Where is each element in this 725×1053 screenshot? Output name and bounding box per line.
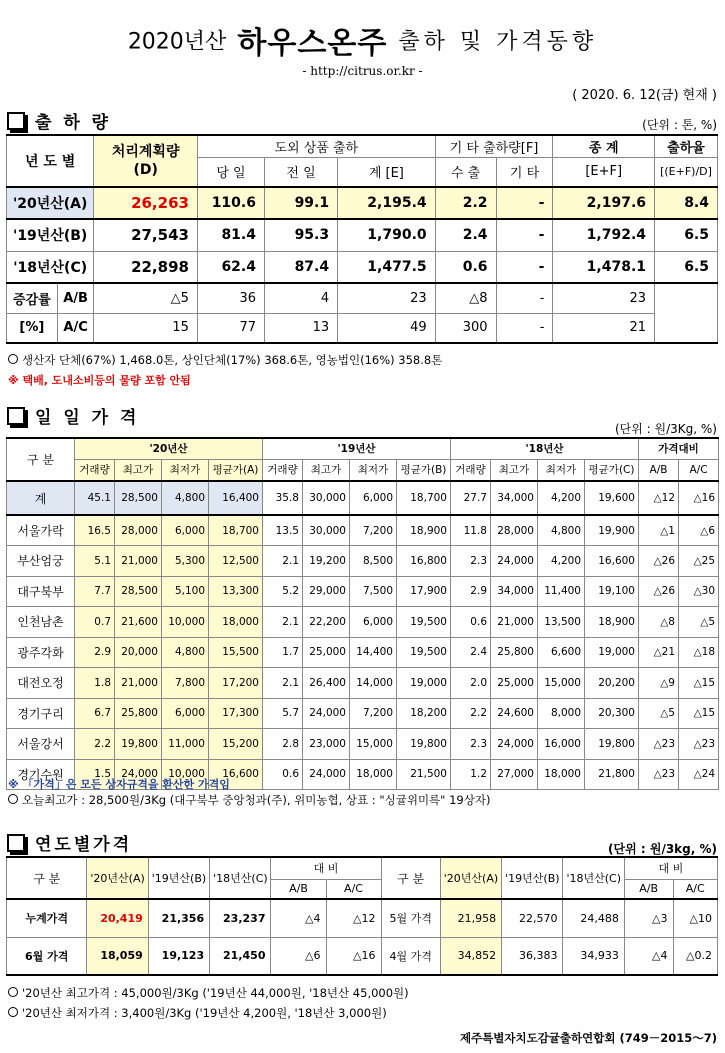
- table-cell: 18,000: [209, 607, 263, 638]
- header-etc: 기 타: [496, 157, 553, 187]
- table-cell: 7.7: [75, 576, 115, 607]
- table-cell: 24,000: [115, 759, 162, 790]
- daily-unit: (단위 : 원/3Kg, %): [614, 422, 717, 436]
- shipment-table: [6, 134, 718, 344]
- table-cell: △8: [639, 607, 679, 638]
- header-export: 수 출: [435, 157, 496, 187]
- table-cell: 5,300: [162, 546, 209, 577]
- table-cell: 24,000: [303, 759, 350, 790]
- table-cell: 28,000: [491, 515, 538, 546]
- table-cell: 28,500: [115, 481, 162, 515]
- table-cell: 15,200: [209, 729, 263, 760]
- table-cell: 16,400: [209, 481, 263, 515]
- circle-bullet-icon: [8, 987, 18, 997]
- table-cell: △5: [679, 607, 719, 638]
- table-cell: 45.1: [75, 481, 115, 515]
- table-cell: 20,000: [115, 637, 162, 668]
- header-rate: 출하율: [655, 135, 718, 157]
- checkbox-square-icon: [7, 112, 25, 130]
- row-label: 대전오정: [7, 668, 75, 699]
- row-label: 부산엄궁: [7, 546, 75, 577]
- table-cell: 17,900: [397, 576, 451, 607]
- table-cell: 25,800: [115, 698, 162, 729]
- row-label: 인천남촌: [7, 607, 75, 638]
- table-cell: 2.1: [263, 607, 303, 638]
- header-2018: '18년산: [451, 438, 639, 459]
- table-cell: 18,700: [209, 515, 263, 546]
- table-cell: 4,800: [162, 637, 209, 668]
- header-gubun: 구 분: [7, 438, 75, 481]
- row-label: 경기수원: [7, 759, 75, 790]
- table-row: '18년산(C) 22,898 62.4 87.4 1,477.5 0.6 - 1,478.1 6.5: [7, 251, 718, 283]
- yearly-price-table: 구 분 '20년산(A) '19년산(B) '18년산(C) 대 비 구 분 '20년산(A) '19년산(B) '18년산(C) 대 비 A/B A/C A/B A/C 누계가격 20,419 21,356 23,237 △4 △12 5월 가격 21,958 22,570 24,488 △3 △10 6월 가격 18,059 19,123 21,450 △6 △16 4월 가격 34,852 36,383 34,933 △4 △0.2: [6, 856, 718, 976]
- page-title: [0, 18, 725, 62]
- row-label: 서울강서: [7, 729, 75, 760]
- table-cell: 12,500: [209, 546, 263, 577]
- table-cell: 25,000: [491, 668, 538, 699]
- table-cell: 13.5: [263, 515, 303, 546]
- table-cell: 13,300: [209, 576, 263, 607]
- table-cell: 25,000: [303, 637, 350, 668]
- table-row: [7, 546, 719, 577]
- shipment-note-excluded: ※ 택배, 도내소비등의 물량 포함 안됨: [8, 374, 191, 387]
- table-cell: △24: [679, 759, 719, 790]
- table-cell: 21,000: [115, 546, 162, 577]
- table-cell: 6,000: [350, 607, 397, 638]
- section-yearly-title: 연도별가격: [4, 830, 132, 855]
- table-cell: 0.7: [75, 607, 115, 638]
- yearly-note-min: '20년산 최저가격 : 3,400원/3Kg ('19년산 4,200원, '18년산 3,000원): [8, 1005, 387, 1021]
- table-cell: 8,500: [350, 546, 397, 577]
- table-cell: 34,000: [491, 576, 538, 607]
- table-cell: 1.2: [451, 759, 491, 790]
- table-cell: 0.6: [451, 607, 491, 638]
- table-cell: 1.7: [263, 637, 303, 668]
- table-cell: △26: [639, 576, 679, 607]
- table-cell: 10,000: [162, 607, 209, 638]
- table-cell: 21,000: [115, 668, 162, 699]
- row-label: 광주각화: [7, 637, 75, 668]
- section-shipment-label: 출 하 량: [35, 113, 112, 133]
- table-row: '19년산(B) 27,543 81.4 95.3 1,790.0 2.4 - 1,792.4 6.5: [7, 219, 718, 251]
- table-cell: 11,400: [538, 576, 585, 607]
- table-cell: 34,000: [491, 481, 538, 515]
- table-cell: 2.3: [451, 729, 491, 760]
- header-compare: 가격대비: [639, 438, 719, 459]
- table-cell: 19,500: [397, 637, 451, 668]
- report-date: ( 2020. 6. 12(금) 현재 ): [572, 88, 717, 103]
- header-sum: 종 계: [553, 135, 655, 157]
- checkbox-square-icon: [7, 834, 25, 852]
- site-url[interactable]: - http://citrus.or.kr -: [302, 64, 423, 78]
- footer-org: 제주특별자치도감귤출하연합회 (749－2015～7): [459, 1031, 717, 1045]
- table-cell: 8,000: [538, 698, 585, 729]
- table-cell: △15: [679, 668, 719, 699]
- table-cell: 11.8: [451, 515, 491, 546]
- daily-price-table: 구 분 '20년산 '19년산 '18년산 가격대비 거래량 최고가 최저가 평균가(A) 거래량 최고가 최저가 평균가(B) 거래량 최고가 최저가 평균가(C) A/B A/C 계 45.1 28,500 4,800 16,400 35.8 30,000 6,000 18,700 27.7 34,000 4,200 19,600 △12 △16 서울가락 16.5 28,000 6,000 18,700 13.5 30,000 7,200 18,900 11.8 28,000 4,800 19,900 △1 △6 부산엄궁 5.1 21,000 5,300 12,500 2.1 19,200 8,500 16,800 2.3 24,000 4,200 16,600 △26 △25 대구북부 7.7 28,500 5,100 13,300 5.2 29,000 7,500 17,900 2.9 34,000 11,400 19,100 △26 △30 인천남촌 0.7 21,600 10,000 18,000 2.1 22,200 6,000 19,500 0.6 21,000 13,500 18,900 △8 △5 광주각화 2.9 20,000 4,800 15,500 1.7 25,000 14,400 19,500 2.4 25,800 6,600 19,000 △21 △18 대전오정 1.8 21,000 7,800 17,200 2.1 26,400 14,000 19,000 2.0 25,000 15,000 20,200 △9 △15 경기구리 6.7 25,800 6,000 17,300 5.7 24,000 7,200 18,200 2.2 24,600 8,000 20,300 △5 △15 서울강서 2.2 19,800 11,000 15,200 2.8 23,000 15,000 19,800 2.3 24,000 16,000 19,800 △23 △23 경기수원 1.5 24,000 10,000 16,600 0.6 24,000 18,000 21,500 1.2 27,000 18,000 21,800 △23 △24: [6, 437, 719, 790]
- table-cell: 24,000: [491, 546, 538, 577]
- table-cell: 18,900: [585, 607, 639, 638]
- table-cell: 20,200: [585, 668, 639, 699]
- circle-bullet-icon: [8, 354, 18, 364]
- table-row: [7, 515, 719, 546]
- table-cell: 26,400: [303, 668, 350, 699]
- table-cell: 35.8: [263, 481, 303, 515]
- table-cell: 6.7: [75, 698, 115, 729]
- table-cell: △15: [679, 698, 719, 729]
- table-cell: 4,800: [162, 481, 209, 515]
- table-row: [7, 698, 719, 729]
- yearly-note-max: '20년산 최고가격 : 45,000원/3Kg ('19년산 44,000원, '18년산 45,000원): [8, 985, 409, 1001]
- table-cell: 25,800: [491, 637, 538, 668]
- table-row: 누계가격 20,419 21,356 23,237 △4 △12 5월 가격 21,958 22,570 24,488 △3 △10: [7, 899, 718, 937]
- table-cell: 19,100: [585, 576, 639, 607]
- table-cell: 16,800: [397, 546, 451, 577]
- table-cell: 30,000: [303, 481, 350, 515]
- circle-bullet-icon: [8, 1007, 18, 1017]
- table-cell: 19,500: [397, 607, 451, 638]
- yearly-unit: (단위 : 원/3kg, %): [608, 842, 717, 856]
- table-cell: 16.5: [75, 515, 115, 546]
- table-cell: 16,600: [209, 759, 263, 790]
- section-shipment-title: [4, 108, 111, 133]
- table-row: [7, 637, 719, 668]
- table-cell: △6: [679, 515, 719, 546]
- header-prev: 전 일: [264, 157, 337, 187]
- table-cell: 2.4: [451, 637, 491, 668]
- table-cell: 27,000: [491, 759, 538, 790]
- table-cell: △1: [639, 515, 679, 546]
- table-cell: 14,400: [350, 637, 397, 668]
- table-cell: 18,000: [350, 759, 397, 790]
- table-row: 6월 가격 18,059 19,123 21,450 △6 △16 4월 가격 34,852 36,383 34,933 △4 △0.2: [7, 937, 718, 975]
- table-cell: 19,900: [585, 515, 639, 546]
- table-cell: 7,200: [350, 698, 397, 729]
- table-cell: 2.0: [451, 668, 491, 699]
- table-cell: 29,000: [303, 576, 350, 607]
- table-row: [7, 481, 719, 515]
- table-cell: 6,000: [350, 481, 397, 515]
- table-cell: 2.1: [263, 668, 303, 699]
- table-cell: 16,000: [538, 729, 585, 760]
- table-cell: 13,500: [538, 607, 585, 638]
- title-year: 2020년산: [127, 29, 227, 55]
- header-2020: '20년산: [75, 438, 263, 459]
- table-cell: 19,600: [585, 481, 639, 515]
- table-cell: 18,700: [397, 481, 451, 515]
- header-rate-sub: [(E+F)/D]: [655, 157, 718, 187]
- table-cell: △25: [679, 546, 719, 577]
- table-cell: 15,500: [209, 637, 263, 668]
- table-cell: 24,600: [491, 698, 538, 729]
- table-cell: 16,600: [585, 546, 639, 577]
- table-row: [7, 668, 719, 699]
- table-cell: 24,000: [303, 698, 350, 729]
- title-product: 하우스온주: [237, 26, 388, 61]
- table-cell: 1.8: [75, 668, 115, 699]
- header-year: 년 도 별: [7, 135, 94, 187]
- table-cell: 5,100: [162, 576, 209, 607]
- shipment-unit: (단위 : 톤, %): [642, 118, 717, 132]
- table-cell: 30,000: [303, 515, 350, 546]
- table-cell: 4,800: [538, 515, 585, 546]
- table-cell: 2.3: [451, 546, 491, 577]
- shipment-note-producers: 생산자 단체(67%) 1,468.0톤, 상인단체(17%) 368.6톤, 영농법인(16%) 358.8톤: [8, 352, 442, 368]
- table-cell: 17,200: [209, 668, 263, 699]
- row-label: 경기구리: [7, 698, 75, 729]
- table-cell: 28,000: [115, 515, 162, 546]
- table-cell: 15,000: [350, 729, 397, 760]
- table-cell: 5.2: [263, 576, 303, 607]
- table-cell: 23,000: [303, 729, 350, 760]
- table-row: [%] A/C 15 77 13 49 300 - 21: [7, 313, 718, 343]
- table-cell: 27.7: [451, 481, 491, 515]
- table-row: 증감률 A/B △5 36 4 23 △8 - 23: [7, 283, 718, 313]
- table-cell: △5: [639, 698, 679, 729]
- table-cell: △30: [679, 576, 719, 607]
- table-cell: 14,000: [350, 668, 397, 699]
- table-cell: 20,300: [585, 698, 639, 729]
- table-cell: 19,000: [585, 637, 639, 668]
- row-label: 서울가락: [7, 515, 75, 546]
- table-cell: 5.1: [75, 546, 115, 577]
- table-cell: 4,200: [538, 481, 585, 515]
- table-cell: △18: [679, 637, 719, 668]
- header-2019: '19년산: [263, 438, 451, 459]
- table-cell: 2.2: [75, 729, 115, 760]
- table-cell: 24,000: [491, 729, 538, 760]
- table-cell: 6,000: [162, 698, 209, 729]
- table-cell: 21,800: [585, 759, 639, 790]
- table-cell: 11,000: [162, 729, 209, 760]
- table-cell: 18,900: [397, 515, 451, 546]
- header-out-island: 도외 상품 출하: [197, 135, 435, 157]
- table-row: [7, 729, 719, 760]
- table-cell: 2.1: [263, 546, 303, 577]
- title-suffix: 출하 및 가격동향: [398, 29, 598, 55]
- table-cell: 6,000: [162, 515, 209, 546]
- table-cell: 18,000: [538, 759, 585, 790]
- table-cell: 19,800: [585, 729, 639, 760]
- table-cell: 6,600: [538, 637, 585, 668]
- table-cell: 21,600: [115, 607, 162, 638]
- table-cell: 21,000: [491, 607, 538, 638]
- table-cell: △21: [639, 637, 679, 668]
- section-daily-title: 일 일 가 격: [4, 403, 139, 428]
- table-cell: 7,800: [162, 668, 209, 699]
- table-row: [7, 576, 719, 607]
- table-row: [7, 607, 719, 638]
- row-label: 대구북부: [7, 576, 75, 607]
- table-cell: △23: [679, 729, 719, 760]
- table-cell: △23: [639, 729, 679, 760]
- header-plan: 처리계획량 (D): [94, 135, 198, 187]
- table-cell: 5.7: [263, 698, 303, 729]
- table-cell: 21,500: [397, 759, 451, 790]
- table-cell: 7,500: [350, 576, 397, 607]
- table-row: '20년산(A) 26,263 110.6 99.1 2,195.4 2.2 - 2,197.6 8.4: [7, 187, 718, 219]
- row-label: 계: [7, 481, 75, 515]
- table-cell: 2.9: [75, 637, 115, 668]
- table-cell: 19,800: [397, 729, 451, 760]
- table-cell: 19,000: [397, 668, 451, 699]
- header-other: 기 타 출하량[F]: [435, 135, 553, 157]
- table-cell: 10,000: [162, 759, 209, 790]
- header-total: 계 [E]: [338, 157, 436, 187]
- table-cell: △26: [639, 546, 679, 577]
- table-cell: 17,300: [209, 698, 263, 729]
- table-cell: 2.9: [451, 576, 491, 607]
- header-sum-sub: [E+F]: [553, 157, 655, 187]
- table-cell: 7,200: [350, 515, 397, 546]
- table-cell: △9: [639, 668, 679, 699]
- table-cell: △12: [639, 481, 679, 515]
- table-cell: 2.2: [451, 698, 491, 729]
- table-cell: 22,200: [303, 607, 350, 638]
- table-cell: 0.6: [263, 759, 303, 790]
- table-cell: 1.5: [75, 759, 115, 790]
- daily-note-price: ※ 「가격」은 모든 상자규격을 환산한 가격임: [8, 778, 230, 791]
- table-cell: △16: [679, 481, 719, 515]
- daily-note-top-price: 오늘최고가 : 28,500원/3Kg (대구북부 중앙청과(주), 위미농협, 상표 : "싱귤위미륵" 19상자): [8, 792, 490, 808]
- table-cell: 28,500: [115, 576, 162, 607]
- header-today: 당 일: [197, 157, 264, 187]
- circle-bullet-icon: [8, 794, 18, 804]
- checkbox-square-icon: [7, 407, 25, 425]
- table-cell: △23: [639, 759, 679, 790]
- table-cell: 19,200: [303, 546, 350, 577]
- table-cell: 4,200: [538, 546, 585, 577]
- table-cell: 19,800: [115, 729, 162, 760]
- table-cell: 15,000: [538, 668, 585, 699]
- table-cell: 18,200: [397, 698, 451, 729]
- table-cell: 2.8: [263, 729, 303, 760]
